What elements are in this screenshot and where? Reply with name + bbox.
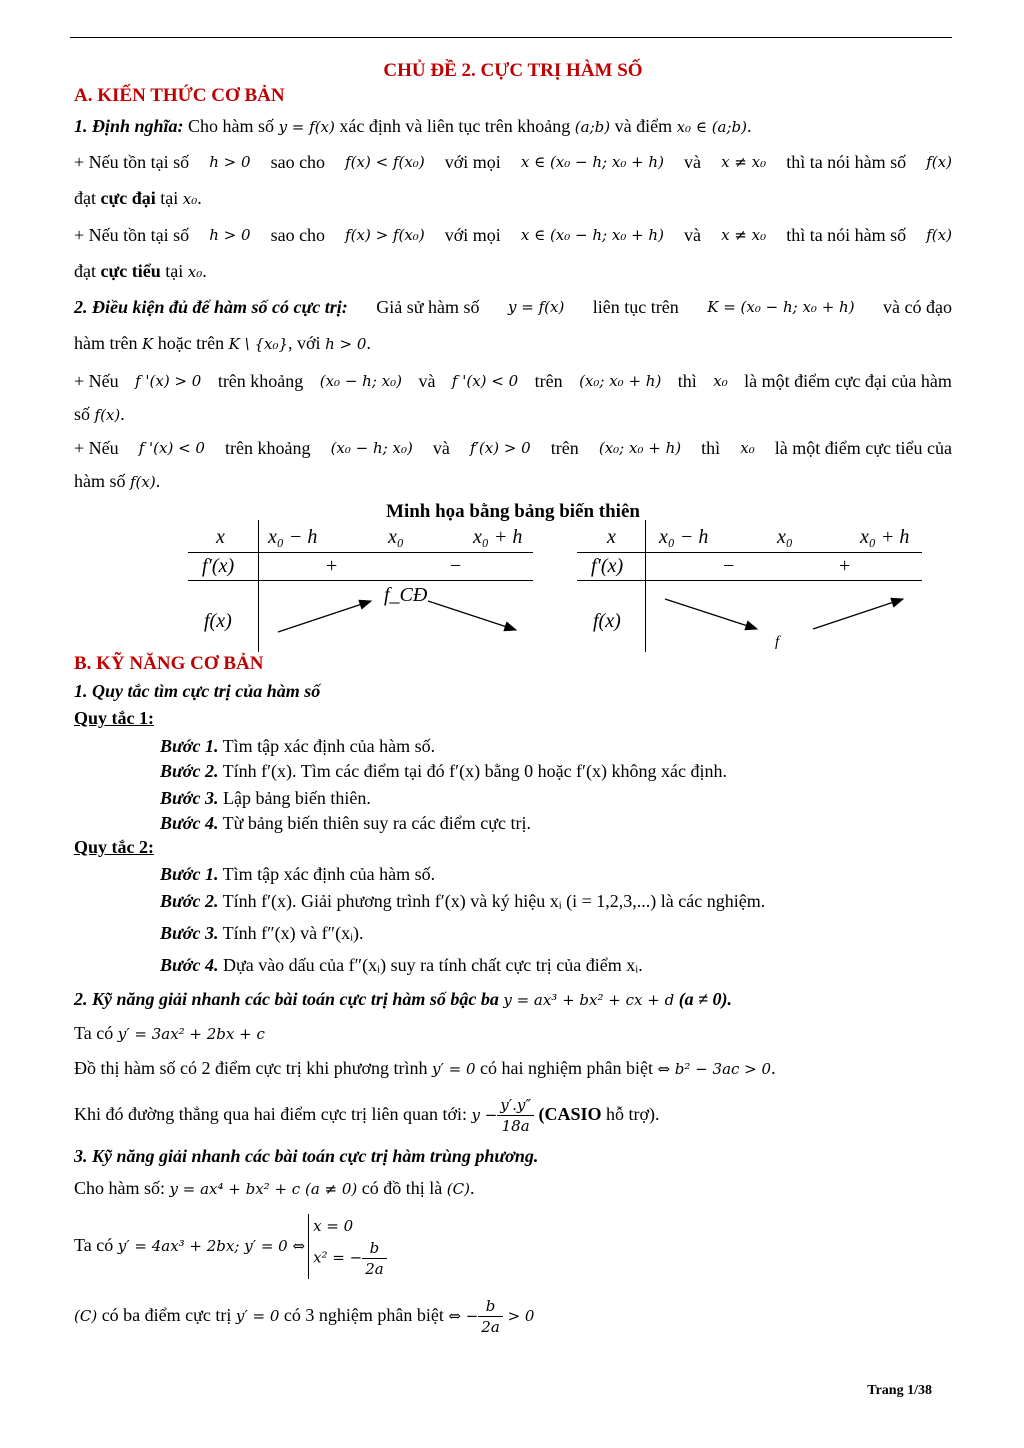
x-value: x₀ + h xyxy=(860,526,910,548)
cases-bracket xyxy=(308,1214,387,1279)
step-label: Bước 1. xyxy=(160,736,219,756)
text: có đồ thị là xyxy=(357,1178,447,1198)
text: có 3 nghiệm phân biệt xyxy=(279,1305,449,1325)
text: . xyxy=(120,404,125,424)
rule1-step xyxy=(160,735,435,757)
math: h > 0 xyxy=(325,335,367,353)
text: , với xyxy=(288,333,326,353)
math: y′ = 0 xyxy=(431,1060,476,1078)
condition-min-line xyxy=(74,437,952,459)
math: x ∈ (x₀ − h; x₀ + h) xyxy=(520,226,664,244)
arrow-up-icon xyxy=(278,601,371,632)
term-cuc-tieu: cực tiểu xyxy=(100,261,161,281)
arrow-down-icon xyxy=(665,599,757,629)
step-text: Lập bảng biến thiên. xyxy=(218,788,371,808)
rules-title: 1. Quy tắc tìm cực trị của hàm số xyxy=(74,681,321,701)
fprime-label: f′(x) xyxy=(202,555,235,577)
cubic-condition xyxy=(74,1057,776,1080)
math: x₀ ∈ (a;b) xyxy=(676,118,748,136)
arrow-down-icon xyxy=(428,601,516,630)
text: sao cho xyxy=(270,225,326,245)
max-definition-line xyxy=(74,151,952,173)
condition-line xyxy=(74,296,952,318)
x-value: x₀ − h xyxy=(659,526,709,548)
text: thì ta nói hàm số xyxy=(786,225,907,245)
text: hàm số xyxy=(74,471,130,491)
case-1: x = 0 xyxy=(313,1217,354,1236)
text: trên xyxy=(534,371,563,391)
x-label: x xyxy=(216,526,225,548)
math: h > 0 xyxy=(209,226,251,244)
text: hoặc trên xyxy=(153,333,229,353)
condition-cont xyxy=(74,332,371,355)
denominator: 2a xyxy=(365,1260,384,1279)
math: y′ = 4ax³ + 2bx; y′ = 0 ⇔ xyxy=(117,1237,306,1255)
rule1-step xyxy=(160,760,727,782)
text: . xyxy=(202,261,207,281)
condition-label: 2. Điều kiện đủ để hàm số có cực trị: xyxy=(74,297,348,317)
x-value: x₀ xyxy=(777,526,793,548)
text: với mọi xyxy=(444,225,501,245)
math: K xyxy=(141,335,154,353)
text: . xyxy=(366,333,371,353)
min-definition-cont xyxy=(74,260,207,283)
text: . xyxy=(771,1058,776,1078)
math: f(x) xyxy=(130,473,156,491)
condition-min-cont xyxy=(74,470,160,493)
quartic-three-extrema xyxy=(74,1290,534,1341)
text: và xyxy=(432,438,450,458)
section-a-heading: A. KIẾN THỨC CƠ BẢN xyxy=(74,85,285,106)
text: . xyxy=(155,471,161,491)
text: Cho hàm số xyxy=(183,116,279,136)
rule2-step xyxy=(160,863,435,885)
math: x² = − xyxy=(313,1248,363,1267)
math: y′ = 3ax² + 2bx + c xyxy=(117,1025,265,1043)
text: + Nếu tồn tại số xyxy=(74,152,190,172)
text: với mọi xyxy=(444,152,501,172)
math: (C) xyxy=(74,1307,98,1325)
step-label: Bước 3. xyxy=(160,788,219,808)
text: Cho hàm số: xyxy=(74,1178,170,1198)
step-text: Tìm tập xác định của hàm số. xyxy=(218,736,436,756)
definition-label: 1. Định nghĩa: xyxy=(74,116,184,136)
math: f′(x) > 0 xyxy=(469,439,531,457)
arrow-up-icon xyxy=(813,599,903,629)
step-label: Bước 2. xyxy=(160,891,219,911)
denominator: 2a xyxy=(481,1318,500,1337)
step-text: Tính f′(x). Tìm các điểm tại đó f′(x) bằng 0 hoặc f′(x) không xác định. xyxy=(218,761,727,781)
fraction xyxy=(497,1095,534,1136)
text: có ba điểm cực trị xyxy=(97,1305,236,1325)
f-label: f(x) xyxy=(593,610,621,632)
text: trên khoảng xyxy=(217,371,304,391)
f-max-value: f_CĐ xyxy=(384,584,428,606)
math: y = f(x) xyxy=(508,298,565,316)
text: liên tục trên xyxy=(592,297,679,317)
math: x₀ xyxy=(713,372,728,390)
max-definition-cont xyxy=(74,187,202,210)
fraction xyxy=(478,1296,503,1337)
math: h > 0 xyxy=(209,153,251,171)
text: + Nếu xyxy=(74,438,119,458)
math: f(x) xyxy=(94,406,121,424)
rule1-step xyxy=(160,812,531,834)
math: (a ≠ 0). xyxy=(674,989,733,1009)
cubic-title-text: 2. Kỹ năng giải nhanh các bài toán cực trị hàm số bậc ba xyxy=(74,989,499,1009)
text: và xyxy=(684,225,702,245)
quartic-function xyxy=(74,1177,474,1200)
math: f '(x) < 0 xyxy=(451,372,519,390)
text: và xyxy=(684,152,702,172)
text: . xyxy=(469,1178,475,1198)
math: y = ax⁴ + bx² + c (a ≠ 0) xyxy=(169,1180,358,1198)
text: trên xyxy=(550,438,579,458)
case-2 xyxy=(313,1238,387,1279)
text: đạt xyxy=(74,261,101,281)
f-label: f(x) xyxy=(204,610,232,632)
rule2-title: Quy tắc 2: xyxy=(74,837,154,857)
sign-minus: − xyxy=(723,555,735,577)
x-label: x xyxy=(607,526,616,548)
text: thì ta nói hàm số xyxy=(786,152,907,172)
numerator: y′.y″ xyxy=(497,1095,534,1116)
text: Ta có xyxy=(74,1023,118,1043)
text: tại xyxy=(155,188,183,208)
numerator: b xyxy=(478,1296,503,1317)
text: đạt xyxy=(74,188,101,208)
math: x₀ xyxy=(740,439,755,457)
text: thì xyxy=(701,438,721,458)
quartic-title: 3. Kỹ năng giải nhanh các bài toán cực trị hàm trùng phương. xyxy=(74,1146,539,1166)
step-text: Tìm tập xác định của hàm số. xyxy=(218,864,436,884)
header-rule xyxy=(70,37,952,38)
step-text: Tính f″(x) và f″(xᵢ). xyxy=(218,923,364,943)
denominator: 18a xyxy=(501,1117,530,1136)
rule2-step xyxy=(160,890,765,912)
section-b-heading: B. KỸ NĂNG CƠ BẢN xyxy=(74,653,264,674)
math: f(x) < f(x₀) xyxy=(345,153,425,171)
math: f(x) > f(x₀) xyxy=(345,226,425,244)
math: > 0 xyxy=(502,1307,535,1325)
cubic-derivative xyxy=(74,1022,265,1045)
math: K = (x₀ − h; x₀ + h) xyxy=(707,298,855,316)
math: y = ax³ + bx² + cx + d xyxy=(503,991,675,1009)
text: và điểm xyxy=(610,116,677,136)
math: (x₀ − h; x₀) xyxy=(330,439,413,457)
quartic-derivative xyxy=(74,1205,387,1286)
text: Ta có xyxy=(74,1235,118,1255)
f-min-value: f xyxy=(775,634,780,650)
text: . xyxy=(197,188,202,208)
text: Đồ thị hàm số có 2 điểm cực trị khi phương trình xyxy=(74,1058,432,1078)
cubic-title xyxy=(74,988,732,1011)
math: x₀ xyxy=(182,190,198,208)
math: x₀ xyxy=(187,263,203,281)
step-label: Bước 2. xyxy=(160,761,219,781)
math: (C) xyxy=(446,1180,470,1198)
variation-table-min xyxy=(577,520,922,652)
page-title: CHỦ ĐỀ 2. CỰC TRỊ HÀM SỐ xyxy=(383,60,643,81)
fraction xyxy=(362,1238,387,1279)
arrows xyxy=(577,520,922,652)
min-definition-line xyxy=(74,224,952,246)
math: K \ {x₀} xyxy=(228,335,289,353)
term-cuc-dai: cực đại xyxy=(100,188,156,208)
variation-table-max xyxy=(188,520,533,652)
numerator: b xyxy=(362,1238,387,1259)
text: là một điểm cực tiểu của xyxy=(774,438,952,458)
text: Giả sử hàm số xyxy=(376,297,480,317)
fprime-label: f′(x) xyxy=(591,555,624,577)
table-caption: Minh họa bằng bảng biến thiên xyxy=(386,501,640,522)
math: (x₀; x₀ + h) xyxy=(598,439,682,457)
text: + Nếu xyxy=(74,371,119,391)
math: f '(x) < 0 xyxy=(138,439,205,457)
step-label: Bước 1. xyxy=(160,864,219,884)
math: f '(x) > 0 xyxy=(135,372,202,390)
text: hàm trên xyxy=(74,333,142,353)
math: y′ = 0 xyxy=(235,1307,280,1325)
rule2-step xyxy=(160,922,364,944)
math: f(x) xyxy=(926,226,952,244)
text: tại xyxy=(160,261,188,281)
text: và xyxy=(418,371,436,391)
text: có hai nghiệm phân biệt xyxy=(475,1058,658,1078)
math: x ∈ (x₀ − h; x₀ + h) xyxy=(520,153,664,171)
text: + Nếu tồn tại số xyxy=(74,225,190,245)
step-text: Tính f′(x). Giải phương trình f′(x) và ký hiệu xᵢ (i = 1,2,3,...) là các nghiệm. xyxy=(218,891,766,911)
definition-line xyxy=(74,115,752,138)
casio-label: (CASIO xyxy=(534,1104,602,1124)
arrows xyxy=(188,520,533,652)
math: (x₀ − h; x₀) xyxy=(319,372,402,390)
math: ⇔ b² − 3ac > 0 xyxy=(657,1060,772,1078)
text: thì xyxy=(677,371,697,391)
x-value: x₀ − h xyxy=(268,526,318,548)
x-value: x₀ xyxy=(388,526,404,548)
condition-max-line xyxy=(74,370,952,392)
math: y = f(x) xyxy=(278,118,335,136)
text: Khi đó đường thẳng qua hai điểm cực trị liên quan tới: xyxy=(74,1104,472,1124)
text: . xyxy=(747,116,752,136)
text: hỗ trợ). xyxy=(601,1104,660,1124)
math: (x₀; x₀ + h) xyxy=(579,372,662,390)
math: ⇔ − xyxy=(448,1307,479,1325)
step-text: Dựa vào dấu của f″(xᵢ) suy ra tính chất cực trị của điểm xᵢ. xyxy=(218,955,643,975)
math: y − xyxy=(471,1106,498,1124)
text: trên khoảng xyxy=(225,438,311,458)
page-number: Trang 1/38 xyxy=(867,1383,932,1398)
sign-plus: + xyxy=(326,555,338,577)
math: x ≠ x₀ xyxy=(721,153,767,171)
step-label: Bước 3. xyxy=(160,923,219,943)
text: xác định và liên tục trên khoảng xyxy=(334,116,575,136)
step-label: Bước 4. xyxy=(160,955,219,975)
rule2-step xyxy=(160,954,643,976)
math: x ≠ x₀ xyxy=(721,226,767,244)
text: số xyxy=(74,404,95,424)
math: f(x) xyxy=(926,153,952,171)
step-text: Từ bảng biến thiên suy ra các điểm cực trị. xyxy=(218,813,532,833)
condition-max-cont xyxy=(74,403,125,426)
x-value: x₀ + h xyxy=(473,526,523,548)
text: và có đạo xyxy=(883,297,952,317)
rule1-step xyxy=(160,787,371,809)
cubic-line-through-extrema xyxy=(74,1090,660,1139)
step-label: Bước 4. xyxy=(160,813,219,833)
text: sao cho xyxy=(270,152,326,172)
text: là một điểm cực đại của hàm xyxy=(744,371,952,391)
sign-minus: − xyxy=(450,555,462,577)
sign-plus: + xyxy=(839,555,851,577)
math: (a;b) xyxy=(574,118,611,136)
rule1-title: Quy tắc 1: xyxy=(74,708,154,728)
